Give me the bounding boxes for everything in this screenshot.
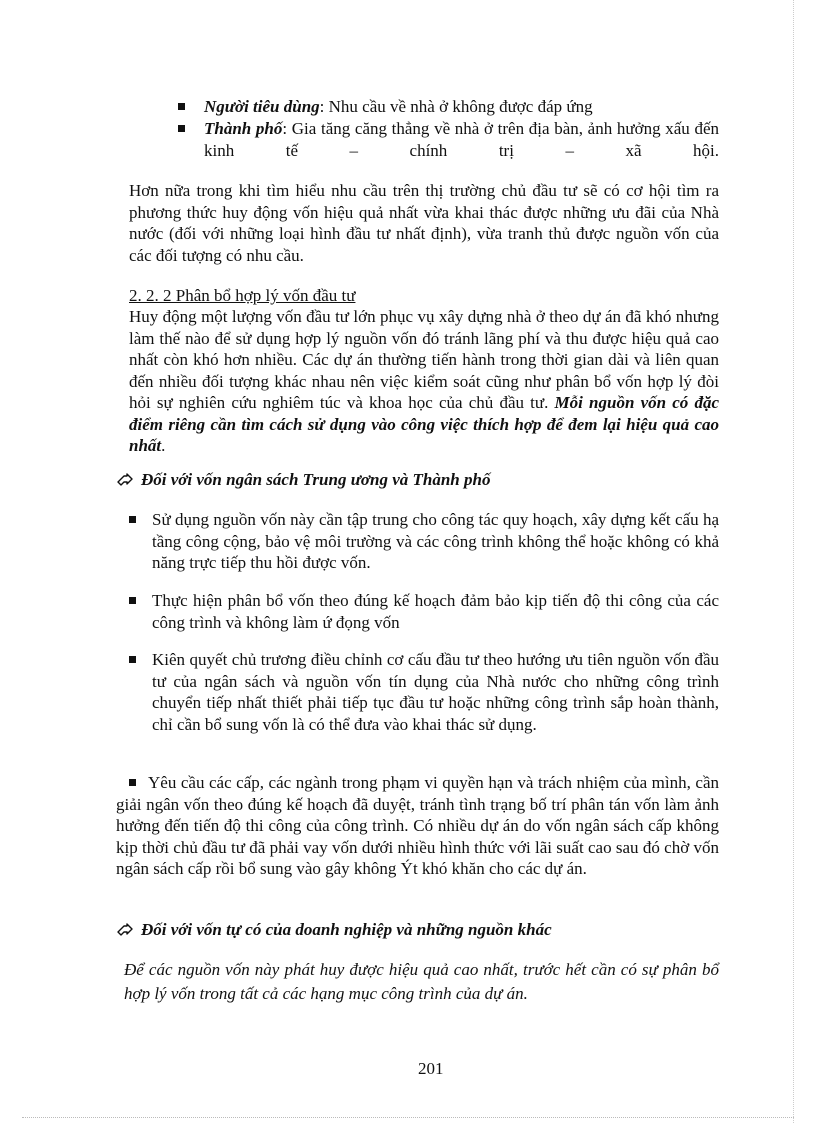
- square-bullet-icon: [129, 656, 136, 663]
- bullet-city: [204, 118, 719, 161]
- heading-state-budget: Đối với vốn ngân sách Trung ương và Thành phố: [141, 470, 491, 489]
- bullet-consumer: [204, 96, 719, 118]
- emphasis-text: Mỗi nguồn vốn có đặc điểm riêng cần tìm cách sử dụng vào công việc thích hợp để đem lại hiệu quả cao nhất: [129, 393, 719, 455]
- bullet-item: Thực hiện phân bổ vốn theo đúng kế hoạch đảm bảo kịp tiến độ thi công của các công trình và không làm ứ đọng vốn: [152, 591, 719, 632]
- bullet-lead: Người tiêu dùng: [204, 97, 320, 116]
- heading-own-capital: Đối với vốn tự có của doanh nghiệp và những nguồn khác: [141, 920, 552, 939]
- bullet-text: : Nhu cầu về nhà ở không được đáp ứng: [319, 97, 593, 116]
- bullet-item: Yêu cầu các cấp, các ngành trong phạm vi quyền hạn và trách nhiệm của mình, cần giải ngân vốn theo đúng kế hoạch đã duyệt, tránh tình trạng bố trí phân tán vốn làm ảnh hưởng đến tiến độ thi công của công trình. Có nhiều dự án do vốn ngân sách cấp không kịp thời chủ đầu tư đã phải vay vốn dưới nhiều hình thức với lãi suất cao sau đó chờ vốn ngân sách cấp rồi bổ sung vào gây không Ýt khó khăn cho các dự án.: [116, 773, 719, 878]
- hand-pointer-icon: [116, 921, 134, 939]
- bullet-text: : Gia tăng căng thẳng về nhà ở trên địa bàn, ảnh hưởng xấu đến kinh tế – chính trị – xã hội.: [204, 119, 720, 160]
- section-title: 2. 2. 2 Phân bổ hợp lý vốn đầu tư: [129, 286, 356, 305]
- square-bullet-icon: [129, 516, 136, 523]
- margin-divider: [793, 0, 794, 1123]
- footer-divider: [22, 1117, 794, 1118]
- square-bullet-icon: [129, 597, 136, 604]
- paragraph-text: Huy động một lượng vốn đầu tư lớn phục vụ xây dựng nhà ở theo dự án đã khó nhưng làm thế nào để sử dụng hợp lý nguồn vốn đó tránh lãng phí và thu được hiệu quả cao nhất còn khó hơn nhiều. Các dự án thường tiến hành trong thời gian dài và liên quan đến nhiều đối tượng khác nhau nên việc kiểm soát cũng như phân bổ vốn hợp lý đòi hỏi sự nghiên cứu nghiêm túc và khoa học của chủ đầu tư.: [129, 307, 719, 412]
- paragraph-allocation: [129, 306, 719, 457]
- bullet-lead: Thành phố: [204, 119, 283, 138]
- bullet-item: Kiên quyết chủ trương điều chỉnh cơ cấu đầu tư theo hướng ưu tiên nguồn vốn đầu tư của ngân sách và nguồn vốn tín dụng của Nhà nước cho những công trình chuyển tiếp nhất thiết phải tiếp tục đầu tư hoặc những công trình sắp hoàn thành, chỉ cần bổ sung vốn là có thể đưa vào khai thác sử dụng.: [152, 650, 719, 734]
- paragraph-end: .: [161, 436, 166, 455]
- paragraph-intro: Hơn nữa trong khi tìm hiểu nhu cầu trên thị trường chủ đầu tư sẽ có cơ hội tìm ra phương thức huy động vốn hiệu quả nhất vừa khai thác được những ưu đãi của Nhà nước (đối với những loại hình đầu tư nhất định), vừa tranh thủ được nguồn vốn của các đối tượng có nhu cầu.: [129, 181, 719, 265]
- hand-pointer-icon: [116, 471, 134, 489]
- page-number: 201: [418, 1059, 444, 1078]
- bullet-item: Sử dụng nguồn vốn này cần tập trung cho công tác quy hoạch, xây dựng kết cấu hạ tầng công cộng, bảo vệ môi trường và các công trình không thể hoặc không có khả năng trực tiếp thu hồi được vốn.: [152, 510, 719, 572]
- paragraph-own-capital: Để các nguồn vốn này phát huy được hiệu quả cao nhất, trước hết cần có sự phân bổ hợp lý vốn trong tất cả các hạng mục công trình của dự án.: [124, 960, 719, 1003]
- square-bullet-icon: [178, 125, 185, 132]
- square-bullet-icon: [178, 103, 185, 110]
